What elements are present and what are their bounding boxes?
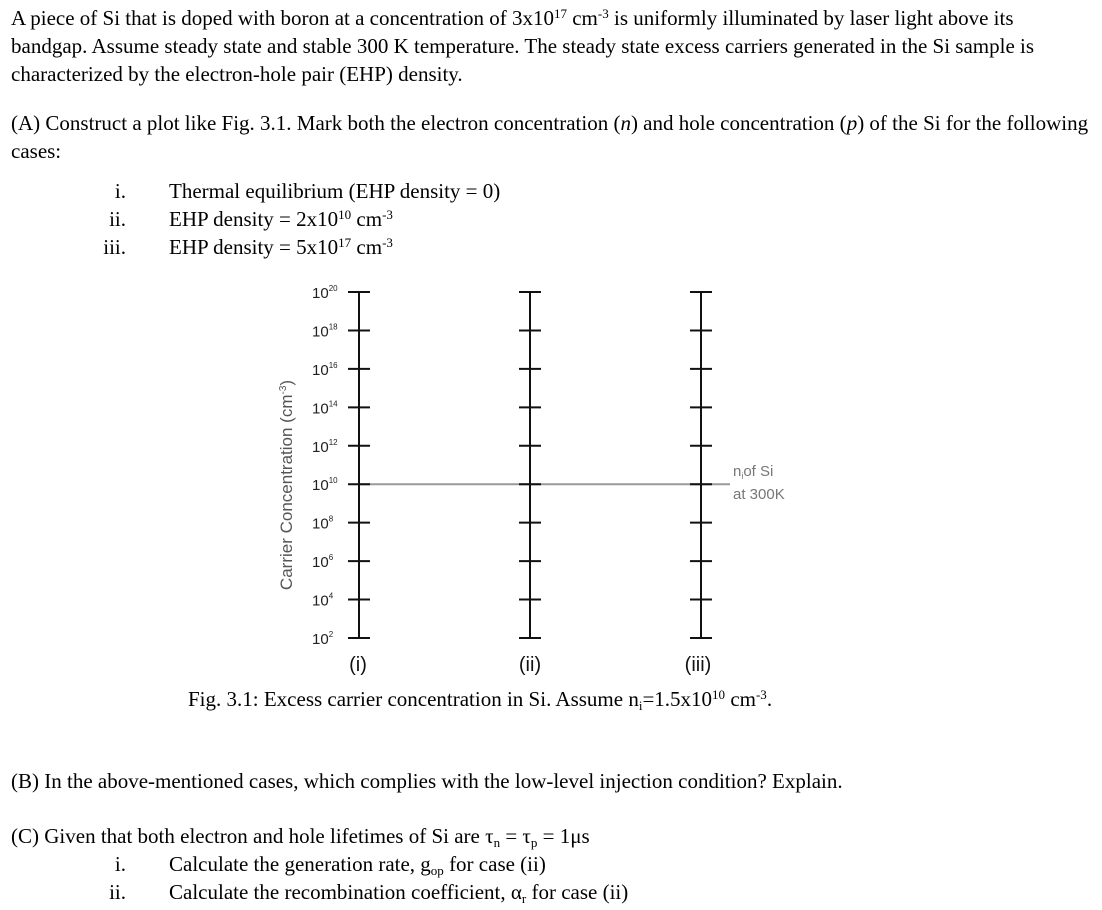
part-b-question: (B) In the above-mentioned cases, which complies with the low-level injection condition? Explain. (11, 769, 843, 793)
y-tick-label: $10^{20}$ (312, 284, 338, 302)
y-tick-label: $10^{12}$ (312, 437, 338, 456)
y-tick-label: $10^{16}$ (312, 360, 338, 379)
y-tick-label: $10^{14}$ (312, 399, 338, 418)
y-axis-label: Carrier Concentration $(cm^{-3})$ (277, 379, 296, 591)
column-label: (iii) (684, 654, 712, 676)
y-tick-label: $10^{18}$ (312, 322, 338, 341)
y-tick-label: $10^8$ (312, 514, 334, 533)
y-tick-label: $10^2$ (312, 630, 334, 648)
column-label: (ii) (518, 654, 542, 676)
column-label: (i) (349, 654, 367, 676)
y-tick-label: $10^6$ (312, 553, 334, 572)
part-c-question: (C) Given that both electron and hole lifetimes of Si are $\tau_n = \tau_p = 1\mu s$ (11, 824, 590, 850)
y-tick-label: $10^4$ (312, 591, 334, 610)
y-tick-label: $10^{10}$ (312, 476, 338, 495)
ni-label: $n_iof$ Si (733, 463, 774, 481)
ni-label-line2: at 300K (733, 486, 785, 503)
figure-caption: Fig. 3.1: Excess carrier concentration in Si. Assume $n_i=1.5x10^{10}$ $cm^{-3}$. (188, 686, 773, 713)
part-a-question: (A) Construct a plot like Fig. 3.1. Mark both the electron concentration (n) and hole concentration (p) of the Si for the following cases: (11, 111, 1089, 163)
problem-statement: A piece of Si that is doped with boron at a concentration of $3x10^{17}$ $cm^{-3}$ is uniformly illuminated by laser light above its bandgap. Assume steady state and stable 300 K temperature. The steady state excess carriers generated in the Si sample is characterized by the electron-hole pair (EHP) density. (11, 5, 1035, 86)
